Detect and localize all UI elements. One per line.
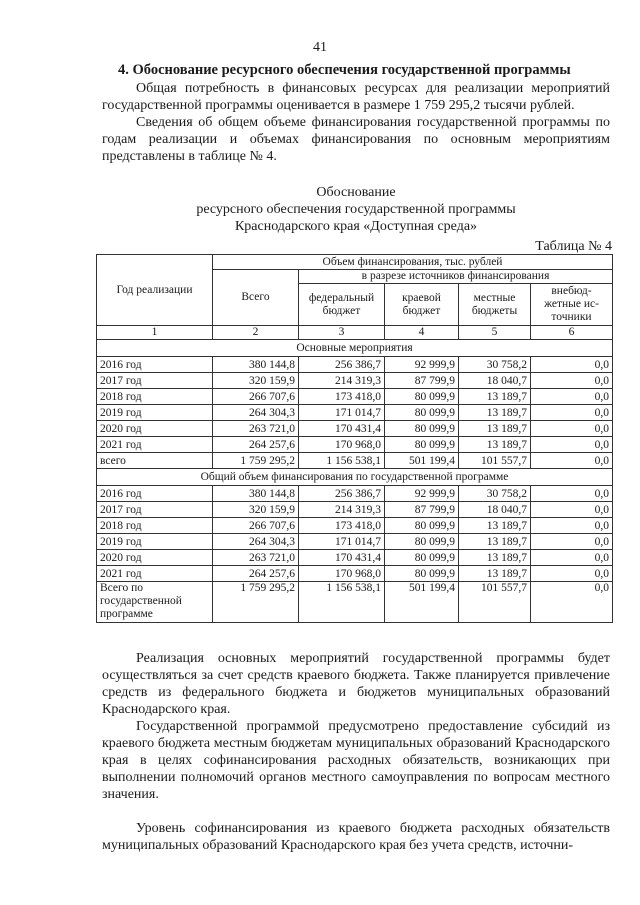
year-cell: 2021 год xyxy=(97,437,213,453)
col-number: 6 xyxy=(531,326,613,340)
section-title-total-funding: Общий объем финансирования по государственной программе xyxy=(97,469,613,486)
table-caption-line-1: Обоснование xyxy=(316,185,396,200)
federal-cell: 214 319,3 xyxy=(299,502,385,518)
offbudget-cell: 0,0 xyxy=(531,566,613,582)
offbudget-cell: 0,0 xyxy=(531,518,613,534)
total-cell: 380 144,8 xyxy=(213,486,299,502)
year-cell: 2018 год xyxy=(97,389,213,405)
total-cell: 320 159,9 xyxy=(213,502,299,518)
header-offbudget: внебюд-жетные ис-точники xyxy=(531,284,613,326)
regional-cell: 80 099,9 xyxy=(385,405,459,421)
total-cell: 263 721,0 xyxy=(213,421,299,437)
table-row xyxy=(97,421,613,437)
col-number: 5 xyxy=(459,326,531,340)
regional-cell: 501 199,4 xyxy=(385,453,459,469)
funding-table xyxy=(96,254,613,623)
regional-cell: 87 799,9 xyxy=(385,502,459,518)
regional-cell: 92 999,9 xyxy=(385,357,459,373)
local-cell: 18 040,7 xyxy=(459,373,531,389)
year-cell: 2018 год xyxy=(97,518,213,534)
offbudget-cell: 0,0 xyxy=(531,486,613,502)
section-heading: 4. Обоснование ресурсного обеспечения государственной программы xyxy=(118,62,571,78)
grand-total-offbudget: 0,0 xyxy=(531,582,613,623)
total-cell: 266 707,6 xyxy=(213,389,299,405)
table-row xyxy=(97,486,613,502)
section1-rows xyxy=(97,357,613,469)
header-local: местные бюджеты xyxy=(459,284,531,326)
local-cell: 30 758,2 xyxy=(459,486,531,502)
offbudget-cell: 0,0 xyxy=(531,421,613,437)
col-number: 2 xyxy=(213,326,299,340)
intro-paragraph-1: Общая потребность в финансовых ресурсах для реализации мероприятий государственной программы оценивается в размере 1 759 295,2 тысячи рублей. xyxy=(102,81,610,113)
year-cell: 2021 год xyxy=(97,566,213,582)
regional-cell: 80 099,9 xyxy=(385,389,459,405)
section2-rows xyxy=(97,486,613,582)
federal-cell: 173 418,0 xyxy=(299,389,385,405)
col-number: 3 xyxy=(299,326,385,340)
year-cell: 2016 год xyxy=(97,357,213,373)
total-cell: 264 304,3 xyxy=(213,405,299,421)
column-number-row xyxy=(97,326,613,340)
table-row xyxy=(97,437,613,453)
local-cell: 13 189,7 xyxy=(459,389,531,405)
regional-cell: 80 099,9 xyxy=(385,421,459,437)
federal-cell: 170 431,4 xyxy=(299,421,385,437)
total-cell: 320 159,9 xyxy=(213,373,299,389)
table-row xyxy=(97,502,613,518)
total-cell: 1 759 295,2 xyxy=(213,453,299,469)
grand-total-all: 1 759 295,2 xyxy=(213,582,299,623)
table-row xyxy=(97,389,613,405)
federal-cell: 170 968,0 xyxy=(299,437,385,453)
offbudget-cell: 0,0 xyxy=(531,534,613,550)
table-number: Таблица № 4 xyxy=(535,239,612,254)
regional-cell: 92 999,9 xyxy=(385,486,459,502)
intro-paragraph-2: Сведения об общем объеме финансирования государственной программы по годам реализации и объемах финансирования по основным мероприятиям представлены в таблице № 4. xyxy=(102,115,610,164)
offbudget-cell: 0,0 xyxy=(531,357,613,373)
year-cell: 2020 год xyxy=(97,550,213,566)
body-paragraph-1: Реализация основных мероприятий государственной программы будет осуществляться за счет средств краевого бюджета. Также планируется привлечение средств из федерального бюджета и бюджетов муниципальных образований Краснодарского края. xyxy=(102,651,610,717)
federal-cell: 171 014,7 xyxy=(299,534,385,550)
federal-cell: 256 386,7 xyxy=(299,357,385,373)
header-year: Год реализации xyxy=(97,255,213,326)
local-cell: 30 758,2 xyxy=(459,357,531,373)
section-title-main-activities: Основные мероприятия xyxy=(97,340,613,357)
table-row xyxy=(97,373,613,389)
header-funding: Объем финансирования, тыс. рублей xyxy=(213,255,613,270)
year-cell: 2019 год xyxy=(97,534,213,550)
table-row xyxy=(97,550,613,566)
table-row xyxy=(97,357,613,373)
header-regional: краевой бюджет xyxy=(385,284,459,326)
local-cell: 13 189,7 xyxy=(459,518,531,534)
body-paragraph-2: Государственной программой предусмотрено предоставление субсидий из краевого бюджета местным бюджетам муниципальных образований Краснодарского края в целях софинансирования расходных обязательств, возникающих при выполнении полномочий органов местного самоуправления по вопросам местного значения. xyxy=(102,719,610,802)
table-row xyxy=(97,518,613,534)
header-total: Всего xyxy=(213,270,299,326)
federal-cell: 256 386,7 xyxy=(299,486,385,502)
federal-cell: 214 319,3 xyxy=(299,373,385,389)
local-cell: 13 189,7 xyxy=(459,534,531,550)
table-row xyxy=(97,566,613,582)
total-cell: 266 707,6 xyxy=(213,518,299,534)
offbudget-cell: 0,0 xyxy=(531,550,613,566)
col-number: 1 xyxy=(97,326,213,340)
table-row xyxy=(97,453,613,469)
local-cell: 101 557,7 xyxy=(459,453,531,469)
year-cell: 2020 год xyxy=(97,421,213,437)
local-cell: 18 040,7 xyxy=(459,502,531,518)
federal-cell: 170 431,4 xyxy=(299,550,385,566)
local-cell: 13 189,7 xyxy=(459,437,531,453)
offbudget-cell: 0,0 xyxy=(531,389,613,405)
grand-total-regional: 501 199,4 xyxy=(385,582,459,623)
total-cell: 264 304,3 xyxy=(213,534,299,550)
grand-total-federal: 1 156 538,1 xyxy=(299,582,385,623)
year-cell: 2017 год xyxy=(97,373,213,389)
federal-cell: 170 968,0 xyxy=(299,566,385,582)
offbudget-cell: 0,0 xyxy=(531,373,613,389)
header-federal: федеральный бюджет xyxy=(299,284,385,326)
total-cell: 380 144,8 xyxy=(213,357,299,373)
offbudget-cell: 0,0 xyxy=(531,437,613,453)
regional-cell: 80 099,9 xyxy=(385,550,459,566)
body-paragraph-3: Уровень софинансирования из краевого бюджета расходных обязательств муниципальных образований Краснодарского края без учета средств, источни- xyxy=(102,821,610,853)
offbudget-cell: 0,0 xyxy=(531,453,613,469)
col-number: 4 xyxy=(385,326,459,340)
total-cell: 263 721,0 xyxy=(213,550,299,566)
regional-cell: 87 799,9 xyxy=(385,373,459,389)
local-cell: 13 189,7 xyxy=(459,566,531,582)
table-caption-line-2: ресурсного обеспечения государственной программы xyxy=(196,202,516,217)
grand-total-label: Всего по государственной программе xyxy=(97,582,213,623)
federal-cell: 1 156 538,1 xyxy=(299,453,385,469)
local-cell: 13 189,7 xyxy=(459,550,531,566)
local-cell: 13 189,7 xyxy=(459,405,531,421)
regional-cell: 80 099,9 xyxy=(385,566,459,582)
page-number: 41 xyxy=(313,40,327,55)
year-cell: 2017 год xyxy=(97,502,213,518)
table-row xyxy=(97,534,613,550)
table-row xyxy=(97,405,613,421)
year-cell: 2016 год xyxy=(97,486,213,502)
federal-cell: 171 014,7 xyxy=(299,405,385,421)
offbudget-cell: 0,0 xyxy=(531,405,613,421)
grand-total-row xyxy=(97,582,613,623)
federal-cell: 173 418,0 xyxy=(299,518,385,534)
total-cell: 264 257,6 xyxy=(213,566,299,582)
regional-cell: 80 099,9 xyxy=(385,437,459,453)
year-cell: 2019 год xyxy=(97,405,213,421)
grand-total-local: 101 557,7 xyxy=(459,582,531,623)
regional-cell: 80 099,9 xyxy=(385,518,459,534)
regional-cell: 80 099,9 xyxy=(385,534,459,550)
year-cell: всего xyxy=(97,453,213,469)
total-cell: 264 257,6 xyxy=(213,437,299,453)
local-cell: 13 189,7 xyxy=(459,421,531,437)
table-caption-line-3: Краснодарского края «Доступная среда» xyxy=(234,219,478,234)
header-by-source: в разрезе источников финансирования xyxy=(299,270,613,284)
offbudget-cell: 0,0 xyxy=(531,502,613,518)
